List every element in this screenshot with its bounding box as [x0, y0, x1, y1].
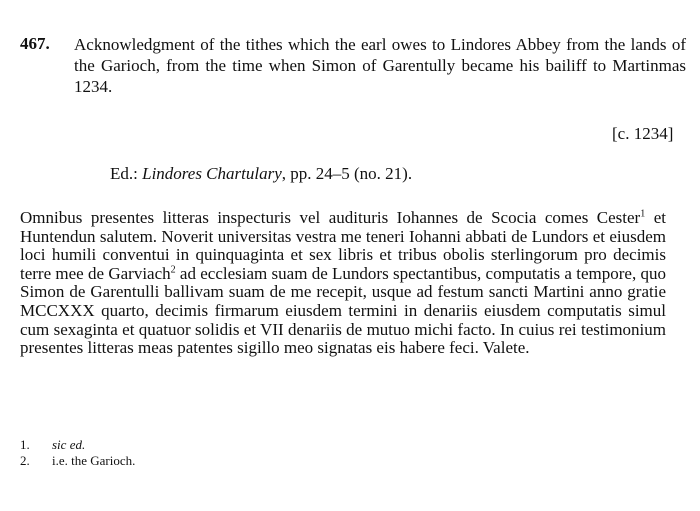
charter-text-part-1: Omnibus presentes litteras inspecturis vel audituris Iohannes de Scocia comes Cester — [20, 208, 641, 227]
entry-number: 467. — [20, 34, 50, 53]
footnote-number: 2. — [20, 453, 30, 468]
charter-text-part-2: et Huntendun salutem. Noverit universitas vestra me teneri Iohanni abbati de Lundors et eiusdem loci humili conventui in quinquaginta et sex libris et tribus obolis sterlingorum pro decimis terre mee de Garviach — [20, 208, 666, 283]
charter-text — [20, 209, 666, 358]
entry-date: [c. 1234] — [612, 124, 674, 143]
footnote-text: i.e. the Garioch. — [52, 453, 136, 468]
charter-text-part-3: ad ecclesiam suam de Lundors spectantibus, computatis a tempore, quo Simon de Garentulli ballivam suam de me recepit, usque ad festum sancti Martini anno gratie MCCXXX quarto, decimis firmarum eiusdem termini in denariis eiusdem computatis simul cum sexaginta et quatuor solidis et VII denariis de mutuo michi facto. In cuius rei testimonium presentes litteras meas patentes sigillo meo signatas eis habere feci. Valete. — [20, 263, 666, 358]
footnote-number: 1. — [20, 437, 30, 452]
footnotes — [20, 437, 420, 469]
edition-title: Lindores Chartulary — [142, 164, 282, 183]
footnote-text: sic ed. — [52, 437, 86, 452]
edition-prefix: Ed.: — [110, 164, 138, 183]
footnote-1 — [20, 437, 420, 453]
edition-reference — [110, 164, 412, 184]
footnote-2 — [20, 453, 420, 469]
footnote-ref-1: 1 — [640, 208, 646, 220]
entry-heading: Acknowledgment of the tithes which the earl owes to Lindores Abbey from the lands of the Garioch, from the time when Simon of Garentully became his bailiff to Martinmas 1234. — [74, 35, 686, 96]
footnote-ref-2: 2 — [170, 264, 176, 276]
edition-pages: , pp. 24–5 (no. 21). — [281, 164, 413, 183]
